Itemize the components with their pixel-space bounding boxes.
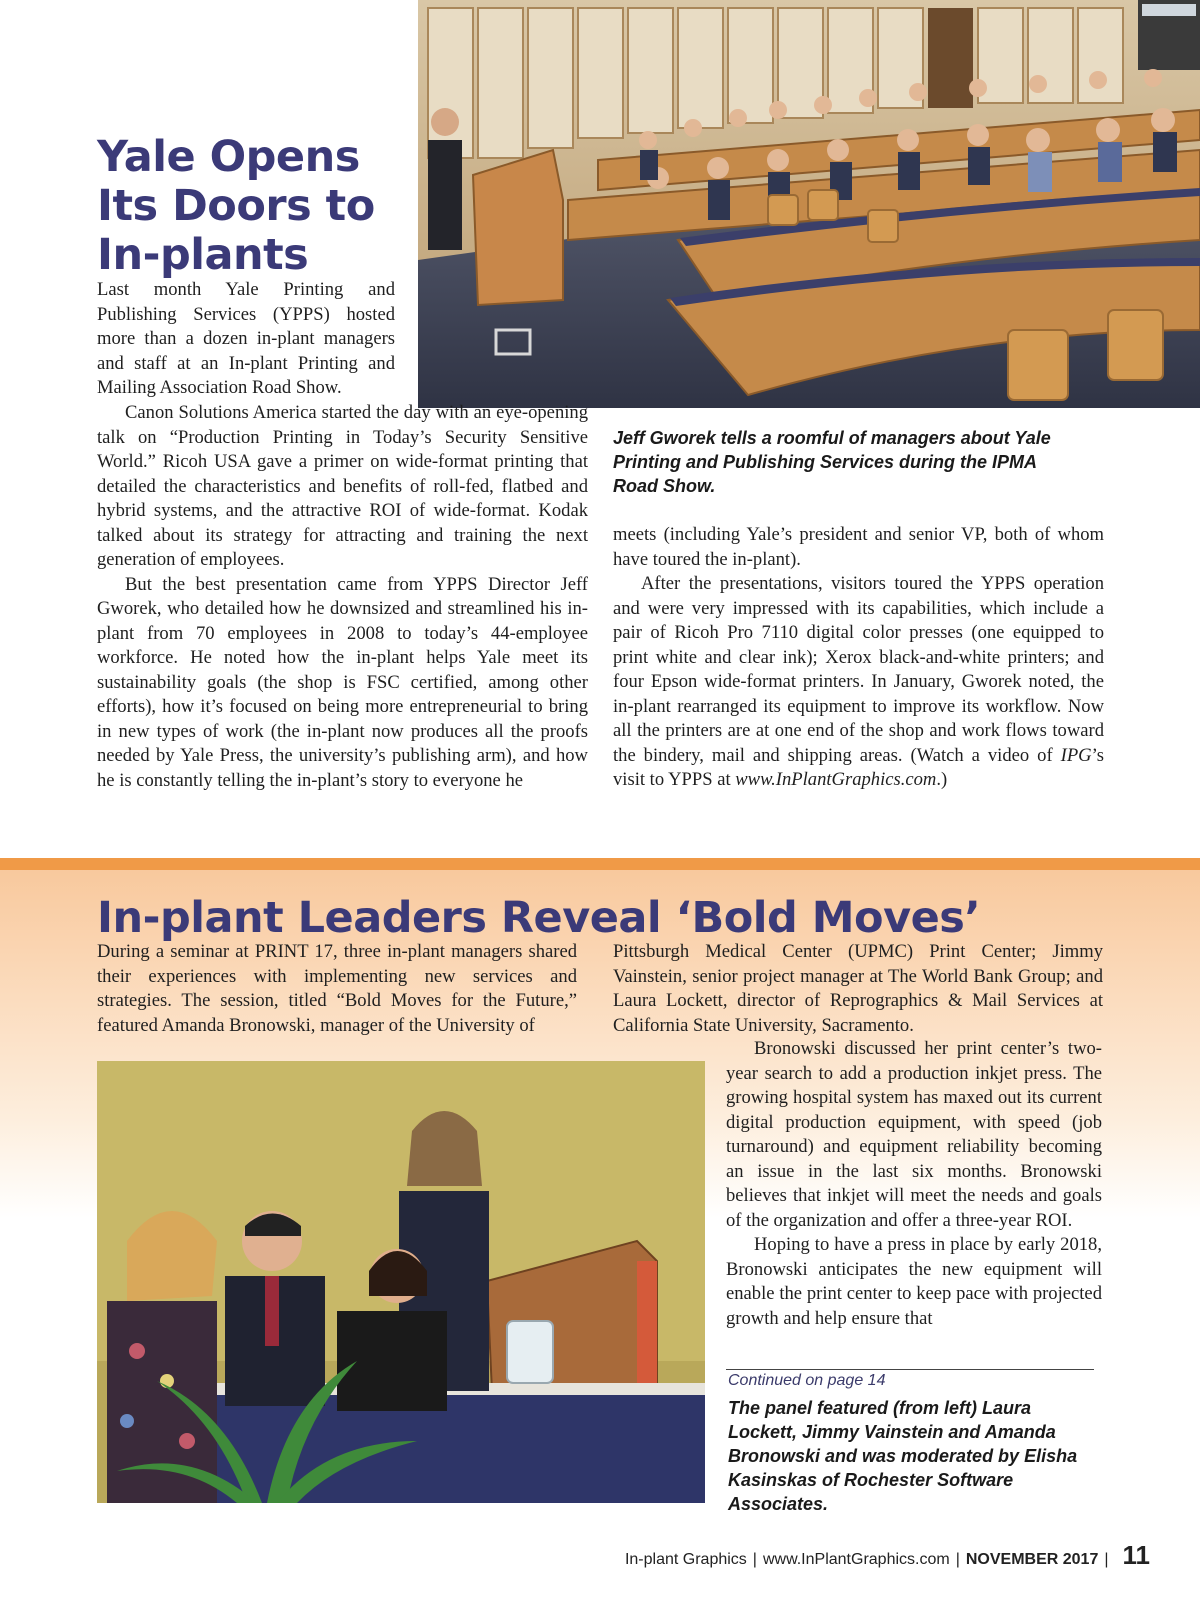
website-link[interactable]: www.InPlantGraphics.com <box>735 769 937 790</box>
body-paragraph: Hoping to have a press in place by early 2018, Bronowski anticipates the new equipment will enable the print center to keep pace with projected growth and help ensure that <box>726 1234 1102 1329</box>
body-paragraph: Pittsburgh Medical Center (UPMC) Print Center; Jimmy Vainstein, senior project manager at The World Bank Group; and Laura Lockett, director of Reprographics & Mail Services at California State University, Sacramento. <box>613 941 1103 1036</box>
continued-rule <box>726 1369 1094 1370</box>
footer-separator: | <box>752 1551 757 1568</box>
magazine-name: In-plant Graphics <box>624 1551 747 1568</box>
body-paragraph: During a seminar at PRINT 17, three in-plant managers shared their experiences with implementing new services and strategies. The session, titled “Bold Moves for the Future,” featured Amanda Bronowski, manager of the University of <box>97 941 577 1036</box>
issue-date: NOVEMBER 2017 <box>965 1551 1099 1568</box>
article-headline <box>97 133 417 280</box>
article-body-lower <box>97 401 588 793</box>
footer-separator: | <box>1104 1551 1109 1568</box>
article-body-upper <box>97 278 395 401</box>
lecture-hall-photo <box>418 0 1200 408</box>
footer-separator: | <box>955 1551 960 1568</box>
photo-caption: Jeff Gworek tells a roomful of managers about Yale Printing and Publishing Services during the IPMA Road Show. <box>613 428 1051 496</box>
body-paragraph: Last month Yale Printing and Publishing Services (YPPS) hosted more than a dozen in-plant managers and staff at an In-plant Printing and Mailing Association Road Show. <box>97 279 395 398</box>
side-column <box>726 1037 1102 1331</box>
panel-photo <box>97 1061 705 1503</box>
page-footer <box>625 1540 1150 1571</box>
body-paragraph: Bronowski discussed her print center’s two-year search to add a production inkjet press. The growing hospital system has maxed out its current digital production equipment, with speed (job turnaround) and equipment reliability becoming an issue in the last six months. Bronowski believes that inkjet will meet the needs and goals of the organization and offer a three-year ROI. <box>726 1038 1102 1231</box>
section-divider <box>0 858 1200 870</box>
article-body-right <box>613 523 1104 793</box>
publication-name: IPG <box>1060 744 1092 766</box>
body-paragraph: meets (including Yale’s president and senior VP, both of whom have toured the in-plant). <box>613 524 1104 570</box>
footer-website[interactable]: www.InPlantGraphics.com <box>762 1551 950 1568</box>
intro-right <box>613 940 1103 1038</box>
headline-line: Its Doors to <box>97 181 375 231</box>
headline-line: In-plants <box>97 230 309 280</box>
body-text: .) <box>936 769 948 790</box>
headline-line: Yale Opens <box>97 132 360 182</box>
continued-note: Continued on page 14 <box>728 1372 886 1389</box>
body-text: After the presentations, visitors toured the YPPS operation and were very impressed with its capabilities, which include a pair of Ricoh Pro 7110 digital color presses (one equipped to print white and clear ink); Xerox black-and-white printers; and four Epson wide-format printers. In January, Gworek noted, the in-plant rearranged its equipment to improve its workflow. Now all the printers are at one end of the shop and work flows toward the bindery, mail and shipping areas. (Watch a video of <box>613 573 1104 766</box>
body-text: ’s visit to YPPS at <box>613 744 1105 790</box>
body-paragraph: Canon Solutions America started the day with an eye-opening talk on “Production Printing in Today’s Security Sensitive World.” Ricoh USA gave a primer on wide-format printing that detailed the characteristics and benefits of roll-fed, flatbed and hybrid systems, and the attractive ROI of wide-format. Kodak talked about its strategy for attracting and training the next generation of employees. <box>97 402 588 570</box>
photo-caption: The panel featured (from left) Laura Lockett, Jimmy Vainstein and Amanda Bronowski and was moderated by Elisha Kasinskas of Rochester Software Associates. <box>728 1398 1078 1514</box>
article-headline: In-plant Leaders Reveal ‘Bold Moves’ <box>97 893 981 943</box>
body-paragraph <box>613 572 1104 793</box>
intro-left <box>97 940 577 1038</box>
body-paragraph: But the best presentation came from YPPS Director Jeff Gworek, who detailed how he downsized and streamlined his in-plant from 70 employees in 2008 to today’s 44-employee workforce. He noted how the in-plant helps Yale meet its sustainability goals (the shop is FSC certified, among other efforts), how it’s focused on being more entrepreneurial to bring in new types of work (the in-plant now produces all the proofs needed by Yale Press, the university’s publishing arm), and how he is constantly telling the in-plant’s story to everyone he <box>97 573 588 791</box>
page-number: 11 <box>1122 1540 1150 1570</box>
